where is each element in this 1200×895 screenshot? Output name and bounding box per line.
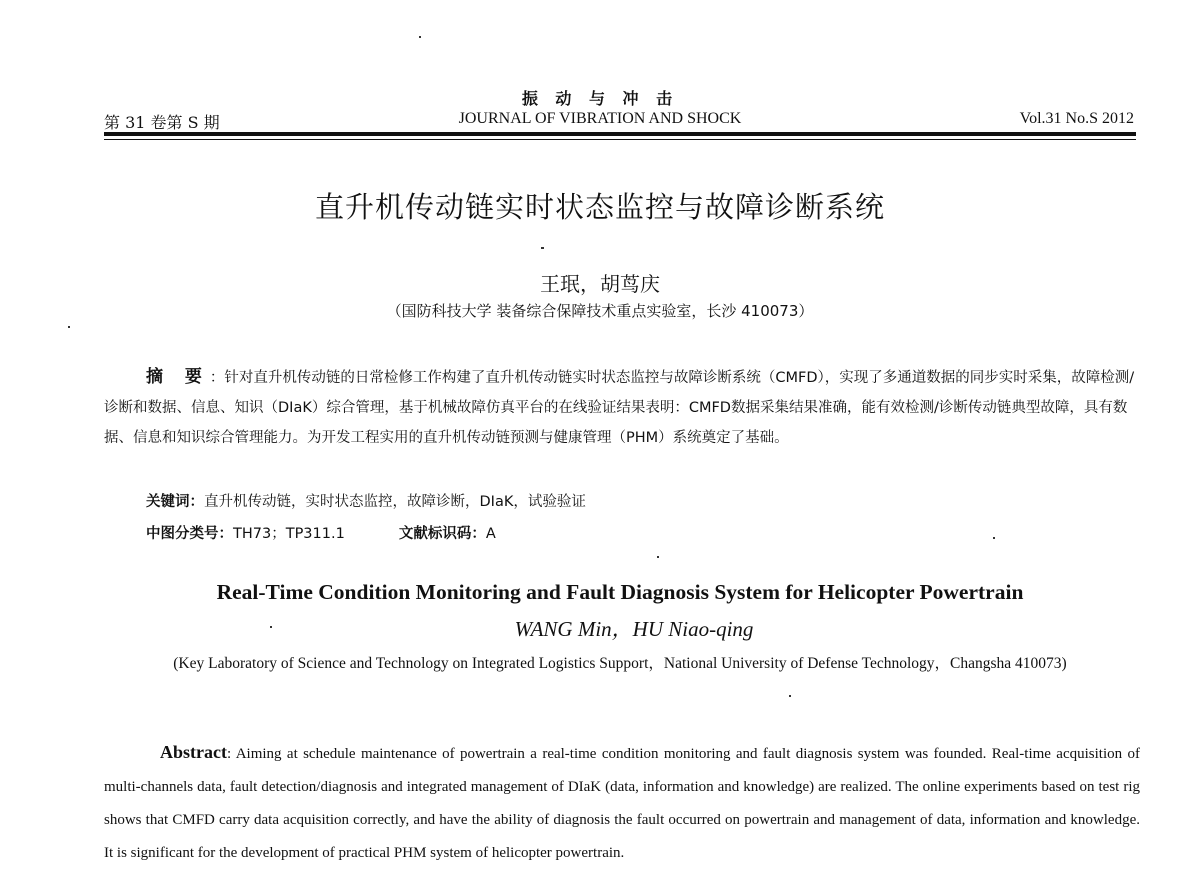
paper-title-en: Real-Time Condition Monitoring and Fault Diagnosis System for Helicopter Powertrain bbox=[216, 580, 1024, 604]
journal-name-en: JOURNAL OF VIBRATION AND SHOCK bbox=[458, 110, 742, 127]
paper-title-cn: 直升机传动链实时状态监控与故障诊断系统 bbox=[314, 190, 885, 224]
scan-speck bbox=[541, 247, 544, 249]
scan-speck bbox=[993, 537, 995, 539]
affiliation-en: (Key Laboratory of Science and Technology on Integrated Logistics Support，National University of Defense Technology，Changsha 410073) bbox=[173, 655, 1067, 672]
keywords-cn bbox=[146, 490, 586, 511]
abstract-en bbox=[104, 736, 1140, 870]
doc-code-value-cn: A bbox=[485, 526, 496, 542]
classification-cn bbox=[146, 522, 496, 543]
header-rule-thick bbox=[104, 132, 1136, 136]
header-rule-thin bbox=[104, 139, 1136, 140]
journal-name-cn: 振 动 与 冲 击 bbox=[521, 89, 679, 108]
abstract-text-en: Aiming at schedule maintenance of powertrain a real-time condition monitoring and fault diagnosis system was founded. Real-time acquisition of multi-channels data, fault detection/diagnosis and integrated management of DIaK (data, information and knowledge) are realized. The online experiments based on test rig shows that CMFD carry data acquisition correctly, and have the ability of diagnosis the fault occurred on powertrain and management of data, information and knowledge. It is significant for the development of practical PHM system of helicopter powertrain. bbox=[104, 746, 1140, 861]
keywords-text-cn: 直升机传动链，实时状态监控，故障诊断，DIaK，试验验证 bbox=[204, 494, 586, 510]
abstract-cn bbox=[104, 362, 1140, 453]
scan-speck bbox=[270, 626, 272, 628]
scan-speck bbox=[657, 556, 659, 558]
volume-label: Vol.31 No.S 2012 bbox=[1019, 110, 1134, 127]
doc-code-label-cn: 文献标识码： bbox=[398, 526, 486, 542]
abstract-label-en: Abstract bbox=[160, 742, 227, 762]
clc-label-cn: 中图分类号： bbox=[146, 526, 233, 542]
scan-speck bbox=[789, 695, 791, 697]
scan-speck bbox=[419, 36, 421, 38]
abstract-colon: ： bbox=[209, 370, 225, 386]
authors-cn: 王珉，胡茑庆 bbox=[540, 272, 660, 296]
keywords-label-cn: 关键词： bbox=[146, 494, 204, 510]
affiliation-cn: （国防科技大学 装备综合保障技术重点实验室，长沙 410073） bbox=[386, 302, 814, 320]
issue-label-cn: 第 31 卷第 S 期 bbox=[104, 113, 220, 132]
abstract-text-cn: 针对直升机传动链的日常检修工作构建了直升机传动链实时状态监控与故障诊断系统（CMFD），实现了多通道数据的同步实时采集，故障检测/诊断和数据、信息、知识（DIaK）综合管理，基于机械故障仿真平台的在线验证结果表明：CMFD数据采集结果准确，能有效检测/诊断传动链典型故障，具有数据、信息和知识综合管理能力。为开发工程实用的直升机传动链预测与健康管理（PHM）系统奠定了基础。 bbox=[104, 370, 1135, 446]
abstract-label-cn: 摘 要 bbox=[146, 367, 210, 387]
clc-value-cn: TH73；TP311.1 bbox=[233, 526, 345, 542]
abstract-colon-en: : bbox=[226, 746, 232, 762]
authors-en: WANG Min，HU Niao-qing bbox=[514, 617, 754, 641]
scan-speck bbox=[68, 326, 70, 328]
